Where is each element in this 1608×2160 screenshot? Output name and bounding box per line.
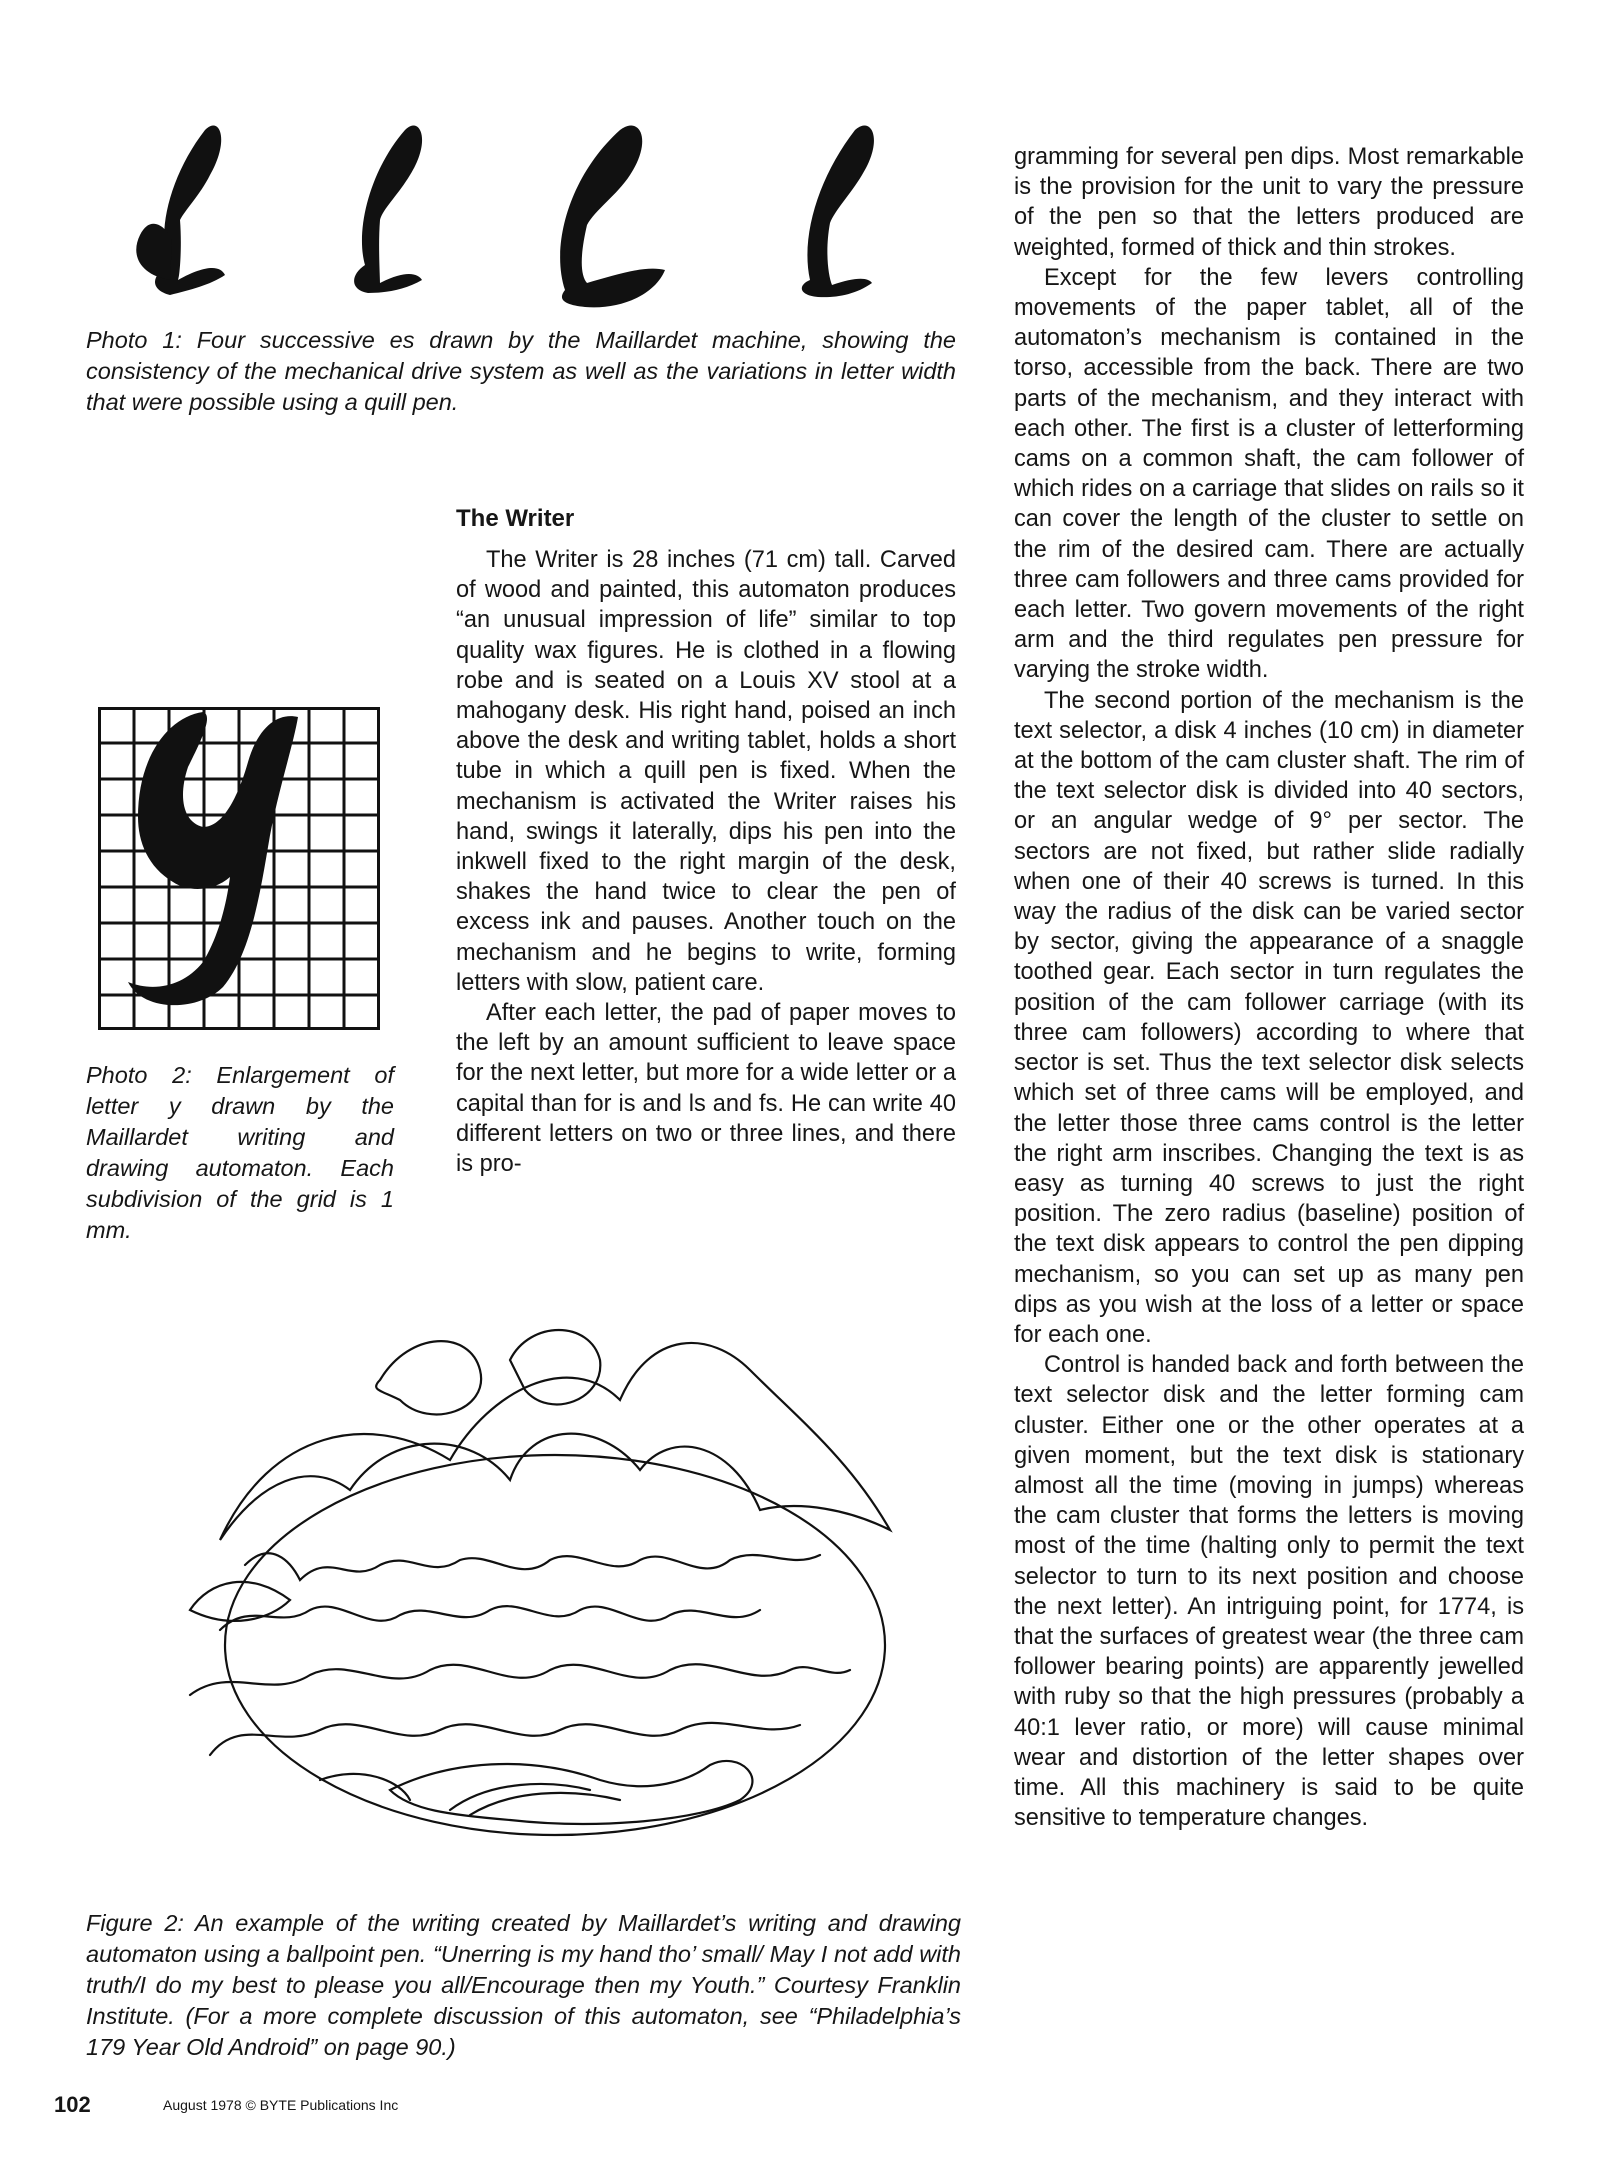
right-paragraph-4: Control is handed back and forth between the text selector disk and the letter forming cam cluster. Either one or the other operates at a given moment, but the text disk is stationary almost all the time (moving in jumps) whereas the cam cluster that forms the letters is moving most of the time (halting only to permit the text selector to turn to its next position and choose the next letter). An intriguing point, for 1774, is that the surfaces of greatest wear (the three cam follower bearing points) are apparently jewelled with ruby so that the high pressures (probably a 40:1 lever ratio, or more) will cause minimal wear and distortion of the letter shapes over time. All this machinery is said to be quite sensitive to temperature changes. [1014,1352,1524,1832]
figure2-handwriting-image [150,1310,930,1870]
figure2-caption: Figure 2: An example of the writing created by Maillardet’s writing and drawing automaton using a ballpoint pen. “Unerring is my hand tho’ small/ May I not add with truth/I do my best to please you all/Encourage then my Youth.” Courtesy Franklin Institute. (For a more complete discussion of this automaton, see “Philadelphia’s 179 Year Old Android” on page 90.) [86,1910,961,2060]
script-e-4 [802,126,874,298]
script-line-3 [190,1664,850,1695]
photo1-caption: Photo 1: Four successive es drawn by the Maillardet machine, showing the consistency of the mechanical drive system as well as the variations in letter width that were possible using a quill pen. [86,327,956,415]
writer-paragraph-2: After each letter, the pad of paper moves to the left by an amount sufficient to leave space for the next letter, but more for a wide letter or a capital than for is and ls and fs. He can write 40 different letters on two or three lines, and there is pro- [456,1000,956,1178]
right-column-text [1014,142,1524,1833]
photo2-grid-image [98,707,380,1030]
script-e-2 [354,126,422,293]
page-number: 102 [54,2092,91,2117]
section-heading: The Writer [456,505,575,532]
photo2-caption: Photo 2: Enlargement of letter y drawn by the Maillardet writing and drawing automaton. Each subdivision of the grid is 1 mm. [86,1062,394,1243]
right-paragraph-3: The second portion of the mechanism is the text selector, a disk 4 inches (10 cm) in diameter at the bottom of the cam cluster shaft. The rim of the text selector disk is divided into 40 sectors, or an angular wedge of 9° per sector. The sectors are not fixed, but rather slide radially when one of their 40 screws is turned. In this way the radius of the disk can be varied sector by sector, giving the appearance of a snaggle toothed gear. Each sector in turn regulates the position of the cam follower carriage (with its three cam followers) according to where that sector is set. Thus the text selector disk selects which set of three cams will be employed, and the letter those three cams control is the letter the right arm inscribes. Changing the text is as easy as turning 40 screws to just the right position. The zero radius (baseline) position of the text disk appears to control the pen dipping mechanism, so you can set up as many pen dips as you wish at the loss of a letter or space for each one. [1014,687,1524,1348]
footer-credit: August 1978 © BYTE Publications Inc [163,2097,399,2113]
script-line-2 [220,1606,760,1630]
right-paragraph-2: Except for the few levers controlling movements of the paper tablet, all of the automaton’s mechanism is contained in the torso, accessible from the back. There are two parts of the mechanism, and they interact with each other. The first is a cluster of letterforming cams on a common shaft, the cam follower of which rides on a carriage that slides on rails so it can cover the length of the cluster to settle on the rim of the desired cam. There are actually three cam followers and three cams provided for each letter. Two govern movements of the right arm and the third regulates pen pressure for varying the stroke width. [1014,264,1524,684]
script-line-4 [210,1723,800,1755]
script-e-1 [136,126,225,295]
photo1-letters-image [110,115,970,315]
right-paragraph-1: gramming for several pen dips. Most remarkable is the provision for the unit to vary the pressure of the pen so that the letters produced are weighted, formed of thick and thin strokes. [1014,144,1524,261]
writer-article-text [456,545,956,1179]
script-e-3 [560,126,665,308]
writer-paragraph-1: The Writer is 28 inches (71 cm) tall. Carved of wood and painted, this automaton produces “an unusual impression of life” similar to top quality wax figures. He is clothed in a flowing robe and is seated on a Louis XV stool at a mahogany desk. His right hand, poised an inch above the desk and writing tablet, holds a short tube in which a quill pen is fixed. When the mechanism is activated the Writer raises his hand, swings it laterally, dips his pen into the inkwell fixed to the right margin of the desk, shakes the hand twice to clear the pen of excess ink and pauses. Another touch on the mechanism and he begins to write, forming letters with slow, patient care. [456,547,956,996]
script-line-1 [245,1553,820,1580]
